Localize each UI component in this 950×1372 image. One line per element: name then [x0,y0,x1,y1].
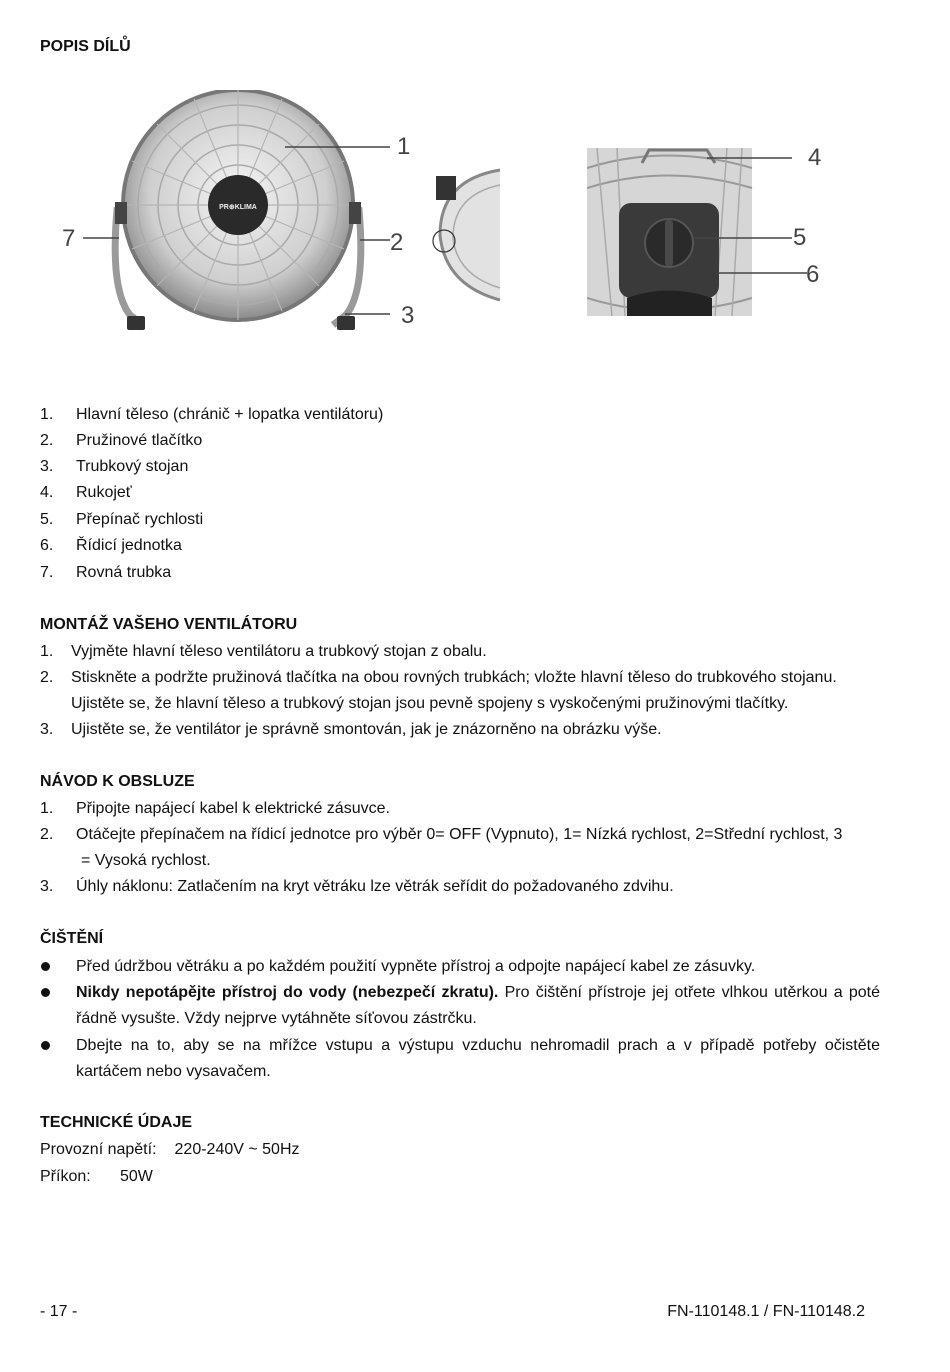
spec-row-voltage [40,1140,300,1160]
callout-4: 4 [808,144,822,171]
spec-label: Provozní napětí: [40,1141,157,1158]
bullet-icon [40,957,52,969]
callout-5: 5 [793,224,807,251]
fan-diagram [55,90,505,350]
foot-left [127,316,145,330]
spec-label: Příkon: [40,1168,91,1185]
callout-1: 1 [397,133,411,160]
spec-value: 220-240V ~ 50Hz [174,1141,300,1158]
callout-6: 6 [806,261,820,288]
page-number: - 17 - [40,1303,78,1320]
cleaning-item: Před údržbou větráku a po každém použití vypněte přístroj a odpojte napájecí kabel ze zásuvky. [76,958,756,975]
brand-logo: PR⊕KLIMA [219,204,257,211]
callout-3: 3 [401,302,415,329]
cleaning-item: Dbejte na to, aby se na mřížce vstupu a výstupu vzduchu nehromadil prach a v případě potřeby očistěte kartáčem nebo vysavačem. [76,1037,880,1080]
parts-title: POPIS DÍLŮ [40,38,131,55]
list-item: 2. Pružinové tlačítko [40,432,203,449]
bullet-icon [40,1036,52,1048]
list-item: 1. Hlavní těleso (chránič + lopatka ventilátoru) [40,406,384,423]
foot-right [337,316,355,330]
list-item: 3. Ujistěte se, že ventilátor je správně smontován, jak je znázorněno na obrázku výše. [40,721,662,738]
list-item: 4. Rukojeť [40,484,132,501]
list-item: 7. Rovná trubka [40,564,172,581]
operation-title: NÁVOD K OBSLUZE [40,773,195,790]
callout-2: 2 [390,229,404,256]
list-item: 1. Vyjměte hlavní těleso ventilátoru a trubkový stojan z obalu. [40,643,487,660]
list-item: 1. Připojte napájecí kabel k elektrické zásuvce. [40,800,390,817]
specs-title: TECHNICKÉ ÚDAJE [40,1114,193,1131]
assembly-title: MONTÁŽ VAŠEHO VENTILÁTORU [40,616,298,633]
spec-value: 50W [120,1168,153,1185]
list-item: 2. Stiskněte a podržte pružinová tlačítka na obou rovných trubkách; vložte hlavní těleso do trubkového stojanu. [40,669,837,686]
cleaning-item: Nikdy nepotápějte přístroj do vody (nebezpečí zkratu). Pro čištění přístroje jej otřete vlhkou utěrkou a poté řádně vysušte. Vždy nejprve vytáhněte síťovou zástrčku. [76,984,881,1027]
model-number: FN-110148.1 / FN-110148.2 [667,1303,865,1320]
control-unit-diagram [587,148,827,316]
list-item: 2. Otáčejte přepínačem na řídicí jednotce pro výběr 0= OFF (Vypnuto), 1= Nízká rychlost, 2=Střední rychlost, 3 [40,826,843,843]
list-item: 6. Řídicí jednotka [40,537,182,554]
list-item-continuation: Ujistěte se, že hlavní těleso a trubkový stojan jsou pevně spojeny s vyskočenými pružinovými tlačítky. [71,695,789,712]
list-item: 3. Úhly náklonu: Zatlačením na kryt větráku lze větrák seřídit do požadovaného zdvihu. [40,878,674,895]
list-item: 5. Přepínač rychlosti [40,511,204,528]
cleaning-title: ČIŠTĚNÍ [40,930,104,947]
spec-row-power [40,1167,153,1187]
list-item-continuation: = Vysoká rychlost. [81,852,211,869]
bullet-icon [40,983,52,995]
side-detail [433,170,500,300]
list-item: 3. Trubkový stojan [40,458,189,475]
callout-7: 7 [62,225,76,252]
